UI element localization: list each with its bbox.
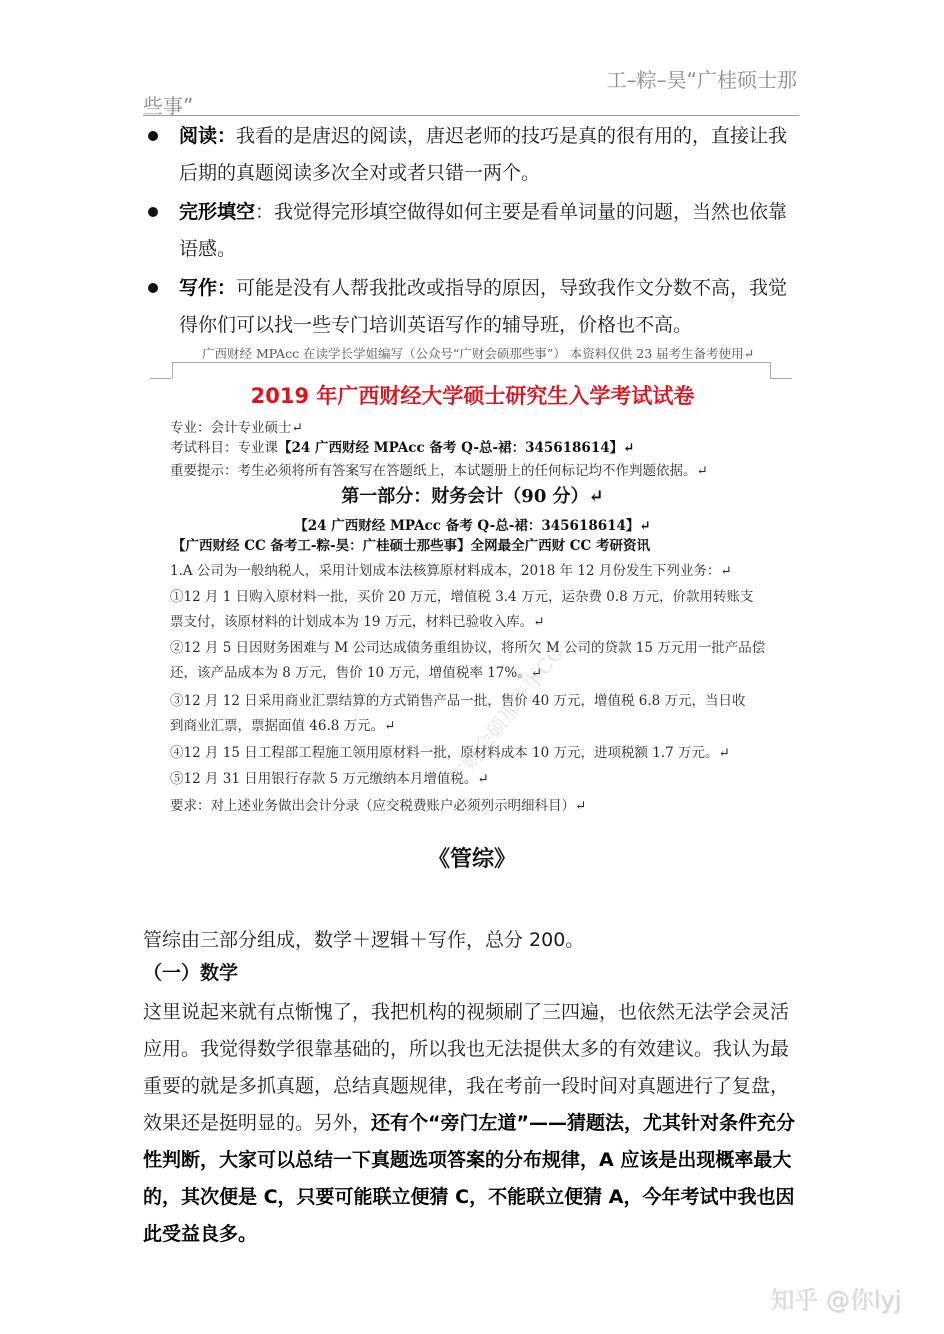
frame-corner-left — [172, 362, 173, 378]
bullet-text: 我觉得完形填空做得如何主要是看单词量的问题，当然也依靠语感。 — [179, 201, 788, 260]
list-item-writing — [143, 270, 803, 344]
exam-item: 到商业汇票，票据面值 46.8 万元。↵ — [170, 718, 396, 734]
bullet-sep: ： — [255, 201, 275, 223]
bullet-icon — [148, 131, 158, 141]
bullet-icon — [148, 283, 158, 293]
bullet-text: 可能是没有人帮我批改或指导的原因，导致我作文分数不高，我觉得你们可以找一些专门培训英语写作的辅导班，价格也不高。 — [179, 277, 788, 336]
section-intro: 管综由三部分组成，数学＋逻辑＋写作，总分 200。 — [143, 929, 585, 951]
subject-ad: 【24 广西财经 MPAcc 备考 Q-总-裙：345618614】↵ — [278, 440, 635, 456]
english-tips-list — [143, 118, 803, 344]
exam-ad-line-1: 【24 广西财经 MPAcc 备考 Q-总-裙：345618614】↵ — [294, 518, 651, 534]
bullet-sep: ： — [217, 125, 237, 147]
frame-corner-right-tick — [770, 378, 792, 379]
sub-heading-math: （一）数学 — [143, 962, 239, 984]
header-text-right: 工–粽–昊“广桂硕士那 — [606, 68, 797, 92]
frame-corner-right — [770, 362, 771, 378]
subject-prefix: 考试科目：专业课 — [170, 440, 278, 456]
exam-item: ⑤12 月 31 日用银行存款 5 万元缴纳本月增值税。↵ — [170, 771, 489, 787]
exam-part-title: 第一部分：财务会计（90 分）↵ — [341, 486, 604, 507]
exam-question-intro: 1.A 公司为一般纳税人，采用计划成本法核算原材料成本，2018 年 12 月份发生下列业务：↵ — [170, 563, 732, 579]
header-divider — [143, 115, 799, 116]
exam-notice: 重要提示：考生必须将所有答案写在答题纸上，本试题册上的任何标记均不作判题依据。↵ — [170, 463, 708, 479]
header-text-left: 些事” — [143, 94, 194, 118]
math-paragraph — [143, 994, 807, 1253]
frame-line — [172, 362, 770, 363]
exam-paper-image — [150, 340, 795, 820]
exam-source-note: 广西财经 MPAcc 在读学长学姐编写（公众号“广财会硕那些事”） 本资料仅供 23 届考生备考使用↵ — [202, 346, 755, 361]
section-title: 《管综》 — [427, 847, 516, 872]
exam-item: ①12 月 1 日购入原材料一批，买价 20 万元，增值税 3.4 万元，运杂费 0.8 万元，价款用转账支 — [170, 589, 754, 605]
page-header — [143, 64, 799, 122]
exam-watermark: 广财会硕那些事CC — [444, 640, 569, 791]
exam-item: ④12 月 15 日工程部工程施工领用原材料一批，原材料成本 10 万元，进项税额 1.7 万元。↵ — [170, 745, 730, 761]
bullet-label: 完形填空 — [179, 201, 256, 223]
bullet-sep: ： — [217, 277, 237, 299]
list-item-cloze — [143, 194, 803, 268]
exam-item: ②12 月 5 日因财务困难与 M 公司达成债务重组协议，将所欠 M 公司的贷款 15 万元用一批产品偿 — [170, 640, 766, 656]
exam-item: 还，该产品成本为 8 万元，售价 10 万元，增值税率 17%。↵ — [170, 665, 543, 681]
exam-requirement: 要求：对上述业务做出会计分录（应交税费账户必须列示明细科目）↵ — [170, 798, 587, 814]
list-item-reading — [143, 118, 803, 192]
exam-subject — [170, 436, 634, 456]
bullet-label: 写作 — [179, 277, 218, 299]
bullet-text: 我看的是唐迟的阅读，唐迟老师的技巧是真的很有用的，直接让我后期的真题阅读多次全对或者只错一两个。 — [179, 125, 788, 184]
zhihu-watermark: 知乎 @你lyj — [770, 1286, 902, 1314]
bullet-label: 阅读 — [179, 125, 218, 147]
exam-item: 票支付，该原材料的计划成本为 19 万元，材料已验收入库。↵ — [170, 614, 545, 630]
math-para-text: 这里说起来就有点惭愧了，我把机构的视频刷了三四遍，也依然无法学会灵活应用。我觉得数学很靠基础的，所以我也无法提供太多的有效建议。我认为最重要的就是多抓真题，总结真题规律，我在考前一段时间对真题进行了复盘，效果还是挺明显的。另外， — [143, 1001, 790, 1134]
bullet-icon — [148, 207, 158, 217]
exam-item: ③12 月 12 日采用商业汇票结算的方式销售产品一批，售价 40 万元，增值税 6.8 万元，当日收 — [170, 693, 746, 709]
exam-ad-line-2: 【广西财经 CC 备考工-粽-昊：广桂硕士那些事】全网最全广西财 CC 考研资讯 — [172, 538, 650, 554]
math-para-bold-tip: 还有个“旁门左道”——猜题法，尤其针对条件充分性判断，大家可以总结一下真题选项答案的分布规律，A 应该是出现概率最大的，其次便是 C，只要可能联立便猜 C，不能联立便猜 A，今年考试中我也因此受益良多。 — [143, 1112, 795, 1245]
exam-title: 2019 年广西财经大学硕士研究生入学考试试卷 — [250, 384, 695, 408]
frame-corner-left-tick — [150, 378, 172, 379]
exam-major: 专业：会计专业硕士↵ — [170, 420, 303, 436]
